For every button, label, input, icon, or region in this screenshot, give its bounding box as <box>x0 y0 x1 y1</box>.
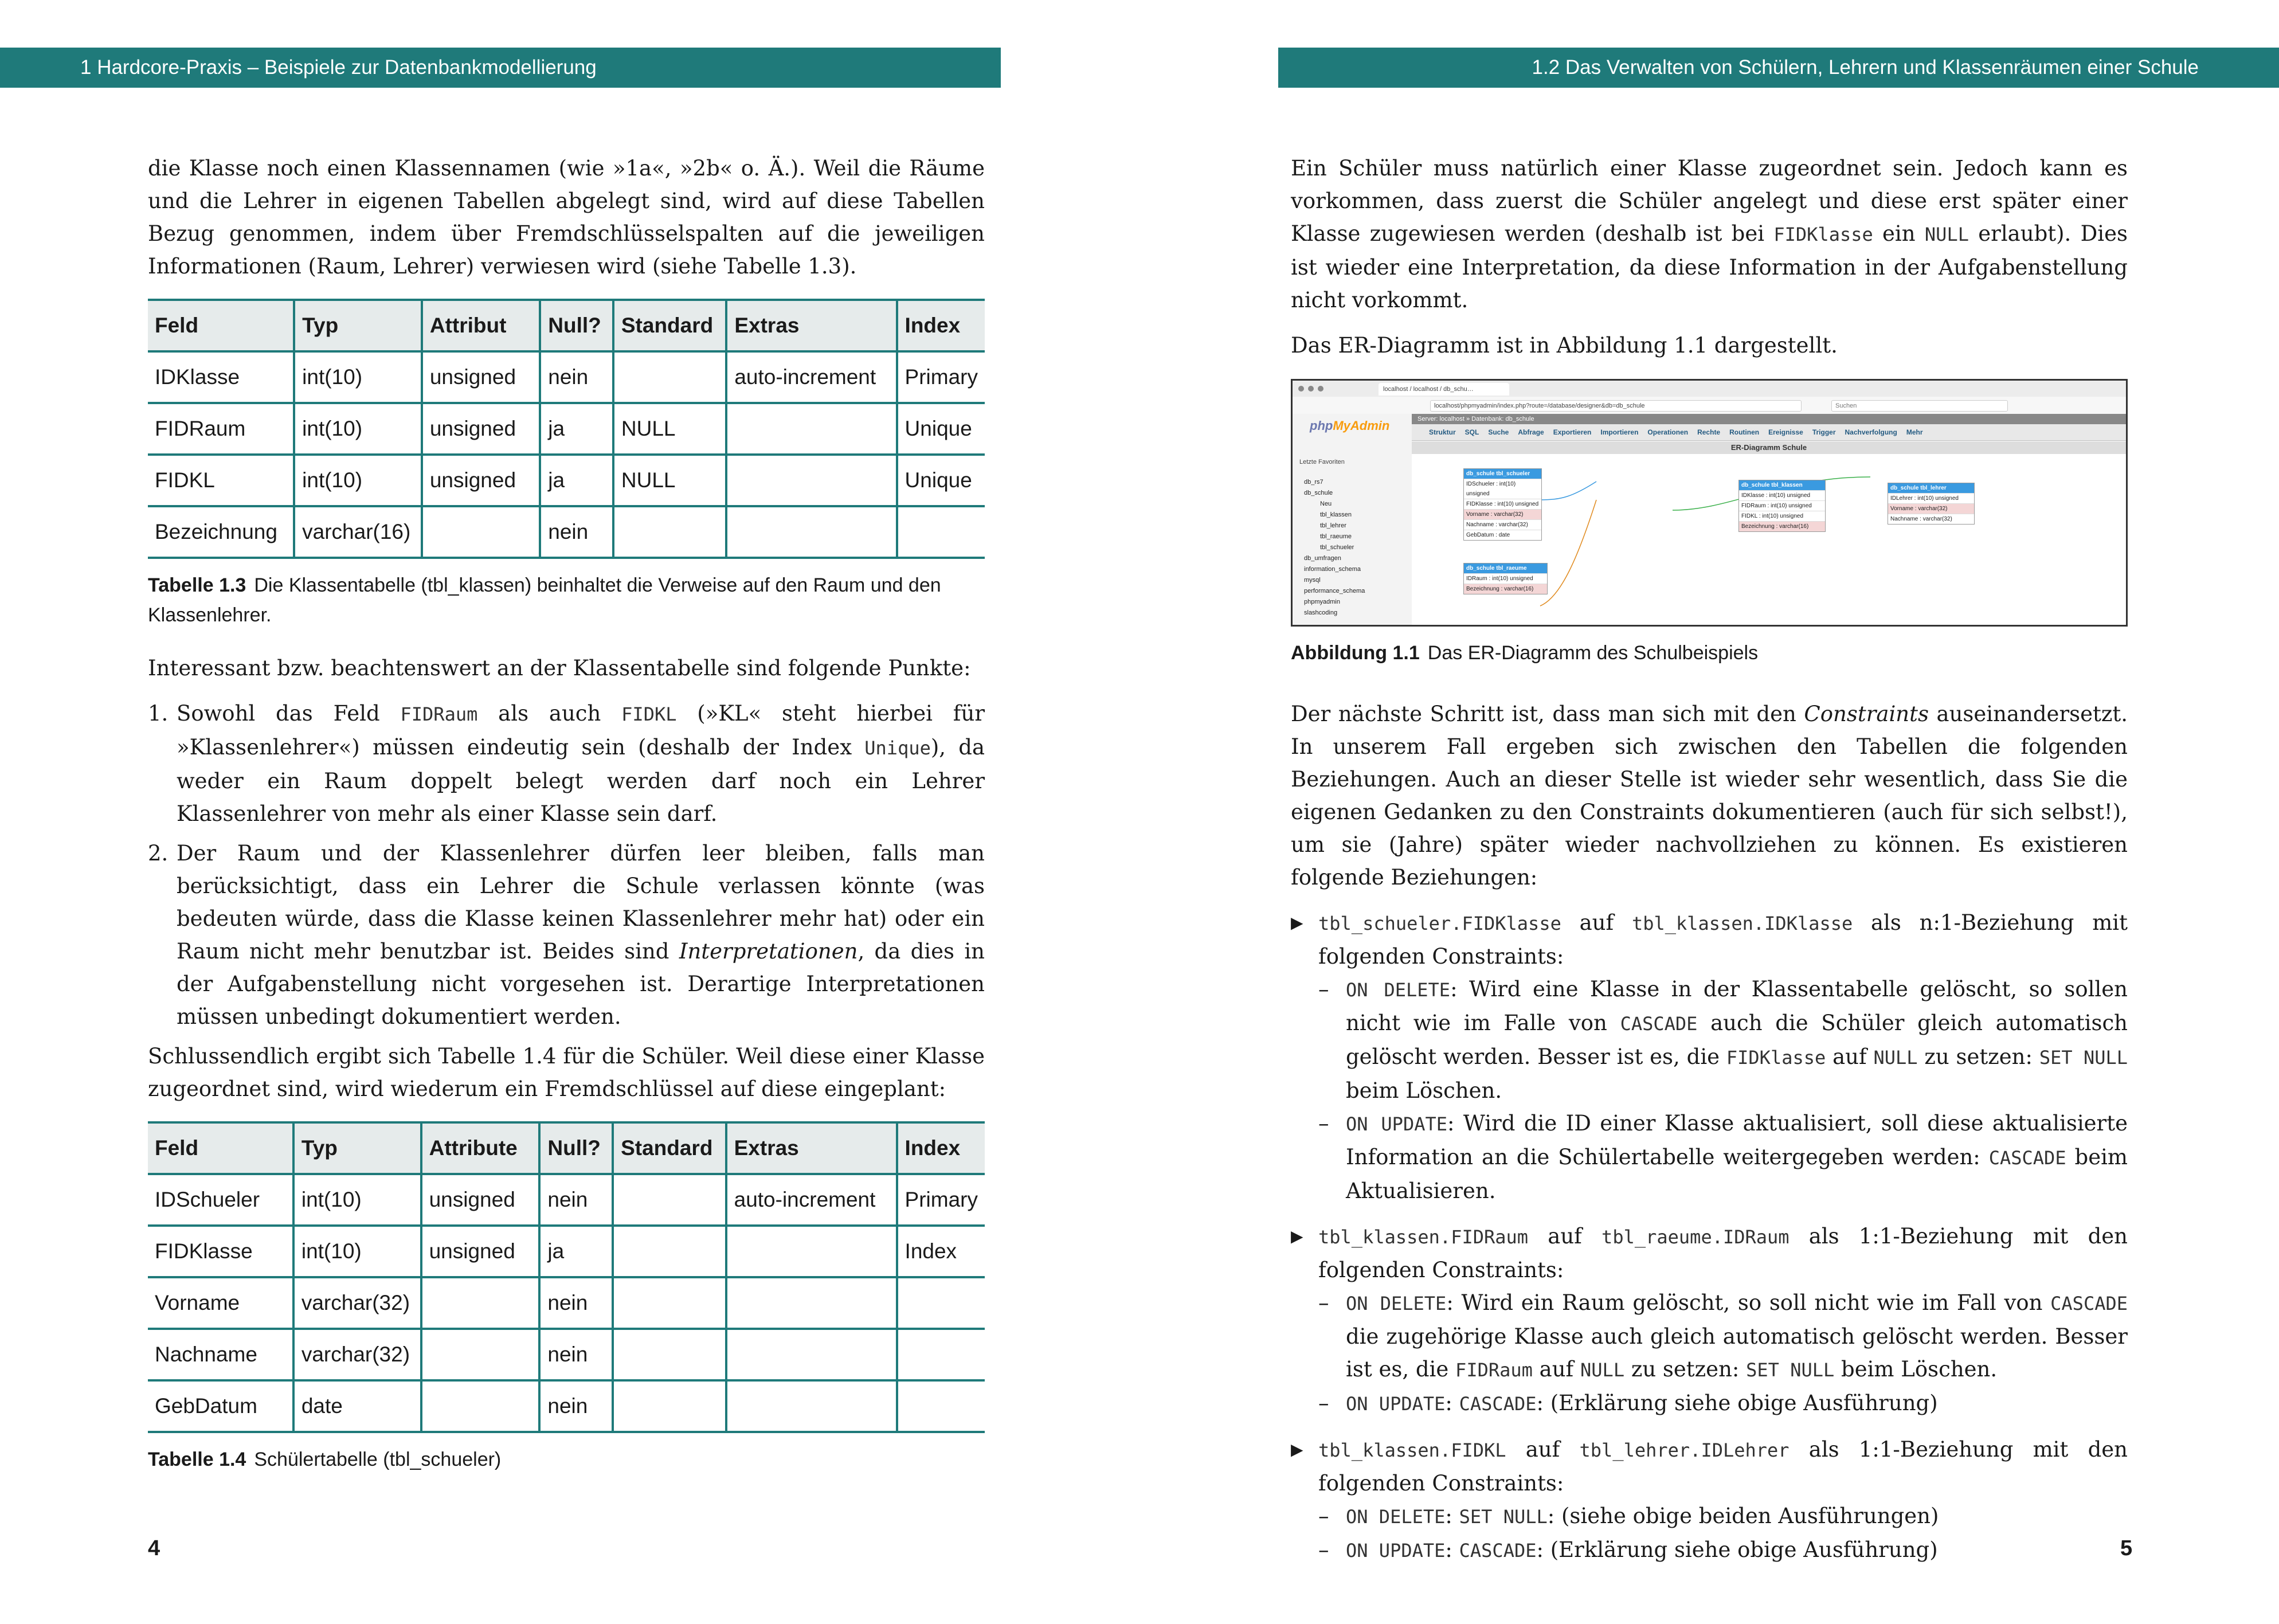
table-cell <box>726 403 896 455</box>
er-field: Nachname : varchar(32) <box>1464 519 1541 530</box>
table-cell <box>613 1380 726 1432</box>
code-ref: tbl_raeume.IDRaum <box>1601 1226 1789 1248</box>
table-header-row <box>148 300 985 351</box>
column-header: Feld <box>148 300 294 351</box>
table-cell: nein <box>540 506 613 558</box>
item-number: 1. <box>148 701 169 726</box>
table-cell: int(10) <box>294 455 422 506</box>
table-cell <box>422 506 540 558</box>
table-cell: Vorname <box>148 1277 293 1329</box>
table-row <box>148 1329 985 1380</box>
running-header <box>0 48 1001 88</box>
menu-item: Abfrage <box>1518 428 1544 436</box>
table-cell: unsigned <box>421 1174 540 1226</box>
table-cell: auto-increment <box>726 351 896 403</box>
text-run: auf <box>1561 910 1632 935</box>
text-run: : <box>1445 1504 1459 1528</box>
er-table-title: db_schule tbl_klassen <box>1739 480 1825 490</box>
code-ref: FIDRaum <box>1455 1359 1533 1381</box>
er-field: Bezeichnung : varchar(16) <box>1739 521 1825 531</box>
table-caption <box>148 1445 985 1474</box>
tree-item: information_schema <box>1304 566 1361 573</box>
er-table-schueler <box>1463 468 1542 541</box>
running-header <box>1278 48 2279 88</box>
table-cell: NULL <box>613 403 726 455</box>
relation-item <box>1291 1433 2128 1567</box>
text-run: : Wird die ID einer Klasse aktualisiert, soll diese aktualisierte Information an die Schülertabelle weitergegeben werden: <box>1346 1111 2128 1169</box>
er-field: IDKlasse : int(10) unsigned <box>1739 490 1825 500</box>
browser-url-bar <box>1293 397 2126 414</box>
table-cell: IDKlasse <box>148 351 294 403</box>
text-run: Der Raum und der Klassenlehrer dürfen leer bleiben, falls man berücksichtigt, dass ein Lehrer die Schule verlassen könnte (was bedeuten würde, dass die Klasse keinen Klassenlehrer mehr hat) oder ein Raum nicht mehr benutzbar ist. Beides sind <box>177 841 985 964</box>
tree-item: mysql <box>1304 577 1321 584</box>
browser-tab-bar <box>1293 381 2126 397</box>
text-run: als auch <box>477 701 622 726</box>
table-cell <box>613 1329 726 1380</box>
text-run: ein <box>1873 221 1925 246</box>
table-cell: int(10) <box>293 1174 421 1226</box>
right-column <box>1291 152 2128 1580</box>
caption-label: Tabelle 1.4 <box>148 1449 246 1470</box>
code-ref: tbl_klassen.IDKlasse <box>1631 913 1853 934</box>
table-cell: NULL <box>613 455 726 506</box>
table-cell <box>726 1226 897 1277</box>
text-run: auf <box>1506 1437 1580 1462</box>
page-number: 5 <box>2120 1536 2133 1560</box>
column-header: Null? <box>539 1122 613 1174</box>
table-cell <box>613 1226 726 1277</box>
caption-text: Das ER-Diagramm des Schulbeispiels <box>1427 642 1759 664</box>
table-cell <box>897 1380 985 1432</box>
tree-item: Neu <box>1320 500 1332 507</box>
table-cell <box>726 1277 897 1329</box>
table-cell <box>897 506 985 558</box>
tree-item: db_rs7 <box>1304 479 1323 486</box>
dash-bullet: – <box>1318 977 1329 1001</box>
caption-label: Tabelle 1.3 <box>148 574 246 596</box>
code-ref: SET NULL <box>2039 1047 2128 1069</box>
table-cell: unsigned <box>422 403 540 455</box>
table-cell: varchar(16) <box>294 506 422 558</box>
code-fidkl: FIDKL <box>621 703 677 725</box>
emphasis: Constraints <box>1804 702 1929 726</box>
code-ref: ON UPDATE <box>1346 1540 1446 1562</box>
code-ref: tbl_lehrer.IDLehrer <box>1579 1439 1789 1461</box>
points-intro: Interessant bzw. beachtenswert an der Klassentabelle sind folgende Punkte: <box>148 656 971 680</box>
table-cell: ja <box>539 1226 613 1277</box>
dash-bullet: – <box>1318 1537 1329 1562</box>
column-header: Feld <box>148 1122 293 1174</box>
text-run: : <box>1445 1391 1459 1415</box>
database-tree <box>1304 477 1365 619</box>
table-cell <box>421 1277 540 1329</box>
left-column <box>148 152 985 1474</box>
list-item <box>148 837 985 1033</box>
constraint-item <box>1318 1387 2128 1420</box>
code-ref: tbl_klassen.FIDKL <box>1318 1439 1506 1461</box>
bullet-triangle-icon: ▶ <box>1291 913 1303 932</box>
er-table-title: db_schule tbl_lehrer <box>1888 483 1974 493</box>
table-cell <box>726 506 896 558</box>
menu-item: Struktur <box>1429 428 1456 436</box>
close-dot-icon <box>1298 386 1304 392</box>
tree-item: performance_schema <box>1304 588 1365 594</box>
code-ref: CASCADE <box>1988 1147 2066 1169</box>
text-run: : (Erklärung siehe obige Ausführung) <box>1536 1391 1938 1415</box>
er-table-lehrer <box>1888 483 1975 525</box>
table-cell: GebDatum <box>148 1380 293 1432</box>
table-cell: date <box>293 1380 421 1432</box>
code-fidklasse: FIDKlasse <box>1773 224 1873 245</box>
table-cell: Unique <box>897 403 985 455</box>
text-run: zu setzen: <box>1917 1044 2039 1069</box>
dash-bullet: – <box>1318 1391 1329 1415</box>
right-page <box>1140 0 2279 1624</box>
menu-item: Importieren <box>1600 428 1639 436</box>
tree-item: db_umfragen <box>1304 555 1341 562</box>
code-ref: ON UPDATE <box>1346 1393 1446 1415</box>
table-cell: ja <box>540 455 613 506</box>
text-run: : Wird eine Klasse in der Klassentabelle gelöscht, so sollen nicht wie im Falle von <box>1346 977 2128 1035</box>
table-cell: Nachname <box>148 1329 293 1380</box>
text-run: zu setzen: <box>1624 1357 1747 1382</box>
tree-item: phpmyadmin <box>1304 598 1340 605</box>
constraint-item <box>1318 1286 2128 1387</box>
column-header: Extras <box>726 300 896 351</box>
table-cell <box>613 1277 726 1329</box>
constraint-item <box>1318 1500 2128 1533</box>
text-run: erlaubt). Dies ist wieder eine Interpretation, da diese Information in der Aufgabenstellung nicht vorkommt. <box>1291 221 2128 312</box>
column-header: Standard <box>613 1122 726 1174</box>
table-cell: int(10) <box>294 403 422 455</box>
text-run: : Wird ein Raum gelöscht, so soll nicht wie im Fall von <box>1446 1290 2051 1315</box>
relation-item <box>1291 906 2128 1207</box>
browser-tab: localhost / localhost / db_schu… <box>1379 383 1509 396</box>
figure-caption <box>1291 638 2128 668</box>
table-row <box>148 351 985 403</box>
table-cell: Primary <box>897 1174 985 1226</box>
table-cell <box>726 1380 897 1432</box>
er-diagram-title: ER-Diagramm Schule <box>1412 441 2126 454</box>
table-row <box>148 1380 985 1432</box>
header-text: 1.2 Das Verwalten von Schülern, Lehrern und Klassenräumen einer Schule <box>1532 56 2199 79</box>
pma-sidebar <box>1293 414 1412 625</box>
table-cell: nein <box>539 1277 613 1329</box>
bullet-triangle-icon: ▶ <box>1291 1440 1303 1459</box>
table-cell <box>613 351 726 403</box>
relations-list <box>1291 906 2128 1567</box>
text-run: auch die Schüler gleich automatisch gelöscht werden. Besser ist es, die <box>1346 1011 2128 1069</box>
menu-item: Mehr <box>1906 428 1923 436</box>
menu-item: Routinen <box>1729 428 1760 436</box>
code-ref: SET NULL <box>1746 1359 1835 1381</box>
relation-item <box>1291 1220 2128 1420</box>
paragraph: Das ER-Diagramm ist in Abbildung 1.1 dargestellt. <box>1291 333 1838 358</box>
column-header: Attribute <box>421 1122 540 1174</box>
logo-text: php <box>1310 418 1333 433</box>
text-run: : (Erklärung siehe obige Ausführung) <box>1536 1537 1938 1562</box>
table-cell: varchar(32) <box>293 1329 421 1380</box>
table-cell <box>726 455 896 506</box>
text-run: , da dies in der Aufgabenstellung nicht vorgesehen ist. Derartige Interpretationen müssen unbedingt dokumentiert werden. <box>177 939 985 1029</box>
column-header: Index <box>897 1122 985 1174</box>
table-row <box>148 506 985 558</box>
code-null: NULL <box>1924 224 1969 245</box>
code-ref: CASCADE <box>1459 1540 1537 1562</box>
constraint-item <box>1318 973 2128 1107</box>
table-cell: unsigned <box>422 455 540 506</box>
er-field: Vorname : varchar(32) <box>1464 509 1541 519</box>
er-field: IDSchueler : int(10) unsigned <box>1464 479 1541 499</box>
table-cell: FIDRaum <box>148 403 294 455</box>
table-cell: varchar(32) <box>293 1277 421 1329</box>
text-run: beim Löschen. <box>1346 1078 1502 1103</box>
table-cell <box>421 1380 540 1432</box>
er-field: Bezeichnung : varchar(16) <box>1464 584 1547 594</box>
table-1-4 <box>148 1121 985 1433</box>
table-cell: Bezeichnung <box>148 506 294 558</box>
menu-item: Exportieren <box>1553 428 1592 436</box>
table-cell: int(10) <box>294 351 422 403</box>
caption-text: Die Klassentabelle (tbl_klassen) beinhaltet die Verweise auf den Raum und den Klassenlehrer. <box>148 574 941 626</box>
er-diagram-screenshot <box>1291 379 2128 627</box>
constraint-item <box>1318 1107 2128 1207</box>
zoom-dot-icon <box>1318 386 1323 392</box>
code-ref: CASCADE <box>1620 1013 1698 1035</box>
table-cell: FIDKL <box>148 455 294 506</box>
text-run: als 1:1-Beziehung mit den folgenden Constraints: <box>1318 1224 2128 1282</box>
code-ref: ON DELETE <box>1346 1506 1446 1528</box>
dash-bullet: – <box>1318 1290 1329 1315</box>
tree-item: tbl_raeume <box>1320 533 1352 540</box>
text-run: Sowohl das Feld <box>177 701 401 726</box>
code-ref: ON DELETE <box>1346 979 1451 1001</box>
table-cell <box>726 1329 897 1380</box>
paragraph <box>1291 152 2128 316</box>
er-table-title: db_schule tbl_schueler <box>1464 469 1541 479</box>
er-field: GebDatum : date <box>1464 530 1541 540</box>
text-run: (»KL« steht hierbei für »Klassenlehrer«) müssen eindeutig sein (deshalb der Index <box>177 701 985 760</box>
text-run: auseinandersetzt. In unserem Fall ergeben sich zwischen den Tabellen die folgenden Beziehungen. Auch an dieser Stelle ist wieder sehr wesentlich, dass Sie die eigenen Gedanken zu den Constraints dokumentieren (auch für sich selbst!), um sie (Jahre) später wieder nachvollziehen zu können. Es existieren folgende Beziehungen: <box>1291 702 2128 890</box>
table-cell: nein <box>540 351 613 403</box>
logo-text: MyAdmin <box>1333 418 1390 433</box>
column-header: Index <box>897 300 985 351</box>
dash-bullet: – <box>1318 1111 1329 1136</box>
intro-paragraph: die Klasse noch einen Klassennamen (wie »1a«, »2b« o. Ä.). Weil die Räume und die Lehrer in eigenen Tabellen abgelegt sind, wird auf diese Tabellen Bezug genommen, indem über Fremdschlüsselspalten auf die jeweiligen Informationen (Raum, Lehrer) verwiesen wird (siehe Tabelle 1.3). <box>148 156 985 279</box>
er-field: FIDKL : int(10) unsigned <box>1739 511 1825 521</box>
code-ref: FIDKlasse <box>1726 1047 1826 1069</box>
table-cell: auto-increment <box>726 1174 897 1226</box>
text-run: : (siehe obige beiden Ausführungen) <box>1547 1504 1939 1528</box>
sidebar-tabs: Letzte Favoriten <box>1299 459 1345 465</box>
text-run: beim Löschen. <box>1834 1357 1998 1382</box>
table-cell: unsigned <box>421 1226 540 1277</box>
text-run: als 1:1-Beziehung mit den folgenden Constraints: <box>1318 1437 2128 1496</box>
constraint-list <box>1318 1500 2128 1567</box>
phpmyadmin-logo <box>1310 418 1389 433</box>
er-field: IDLehrer : int(10) unsigned <box>1888 493 1974 503</box>
text-run: die zugehörige Klasse auch gleich automatisch gelöscht werden. Besser ist es, die <box>1346 1324 2128 1382</box>
text-run: beim Aktualisieren. <box>1346 1145 2128 1203</box>
er-field: IDRaum : int(10) unsigned <box>1464 573 1547 584</box>
table-cell: Primary <box>897 351 985 403</box>
er-table-title: db_schule tbl_raeume <box>1464 563 1547 573</box>
column-header: Attribut <box>422 300 540 351</box>
list-item <box>148 697 985 830</box>
code-fidraum: FIDRaum <box>400 703 478 725</box>
table-cell: nein <box>539 1329 613 1380</box>
menu-item: Rechte <box>1697 428 1721 436</box>
emphasis: Interpretationen <box>679 939 858 964</box>
menu-item: Trigger <box>1812 428 1836 436</box>
menu-item: Operationen <box>1647 428 1689 436</box>
code-ref: NULL <box>1873 1047 1918 1069</box>
table-cell: int(10) <box>293 1226 421 1277</box>
constraint-item <box>1318 1533 2128 1567</box>
caption-text: Schülertabelle (tbl_schueler) <box>254 1449 502 1470</box>
menu-item: Suche <box>1488 428 1509 436</box>
table-row <box>148 1226 985 1277</box>
constraint-list <box>1318 973 2128 1207</box>
table-cell: IDSchueler <box>148 1174 293 1226</box>
table-cell: ja <box>540 403 613 455</box>
column-header: Standard <box>613 300 726 351</box>
paragraph <box>1291 698 2128 894</box>
table-cell <box>897 1329 985 1380</box>
table-cell: Index <box>897 1226 985 1277</box>
table-cell: nein <box>539 1380 613 1432</box>
table-header-row <box>148 1122 985 1174</box>
tree-item: slashcoding <box>1304 609 1338 616</box>
er-field: Nachname : varchar(32) <box>1888 514 1974 524</box>
code-ref: tbl_schueler.FIDKlasse <box>1318 913 1561 934</box>
bullet-triangle-icon: ▶ <box>1291 1227 1303 1246</box>
caption-label: Abbildung 1.1 <box>1291 642 1420 664</box>
table-cell <box>897 1277 985 1329</box>
dash-bullet: – <box>1318 1504 1329 1528</box>
column-header: Typ <box>293 1122 421 1174</box>
menu-item: Ereignisse <box>1768 428 1803 436</box>
text-run: auf <box>1532 1357 1581 1382</box>
code-ref: ON UPDATE <box>1346 1113 1448 1135</box>
table-cell <box>421 1329 540 1380</box>
er-table-raeume <box>1463 563 1548 594</box>
text-run: : <box>1445 1537 1459 1562</box>
address-field: localhost/phpmyadmin/index.php?route=/database/designer&db=db_schule <box>1430 400 1802 412</box>
tree-item: db_schule <box>1304 490 1333 496</box>
table-cell: FIDKlasse <box>148 1226 293 1277</box>
table-cell <box>613 1174 726 1226</box>
code-unique: Unique <box>864 737 931 759</box>
text-run: als n:1-Beziehung mit folgenden Constraints: <box>1318 910 2128 969</box>
table-cell: nein <box>539 1174 613 1226</box>
header-text: 1 Hardcore-Praxis – Beispiele zur Datenbankmodellierung <box>80 56 597 79</box>
table-cell: unsigned <box>422 351 540 403</box>
menu-item: Nachverfolgung <box>1845 428 1897 436</box>
text-run: Der nächste Schritt ist, dass man sich mit den <box>1291 702 1804 726</box>
constraint-list <box>1318 1286 2128 1420</box>
text-run: auf <box>1528 1224 1602 1249</box>
pma-main <box>1412 414 2126 625</box>
text-run: Ein Schüler muss natürlich einer Klasse zugeordnet sein. Jedoch kann es vorkommen, dass zuerst die Schüler angelegt und diese erst später einer Klasse zugewiesen werden (deshalb ist bei <box>1291 156 2128 246</box>
table-cell: Unique <box>897 455 985 506</box>
table-row <box>148 1174 985 1226</box>
tree-item: tbl_schueler <box>1320 544 1354 551</box>
search-field: Suchen <box>1831 400 2008 412</box>
window-controls <box>1298 386 1323 392</box>
outro-paragraph: Schlussendlich ergibt sich Tabelle 1.4 für die Schüler. Weil diese einer Klasse zugeordnet sind, wird wiederum ein Fremdschlüssel auf diese eingeplant: <box>148 1044 985 1101</box>
item-number: 2. <box>148 841 169 866</box>
code-ref: ON DELETE <box>1346 1293 1447 1314</box>
er-field: FIDKlasse : int(10) unsigned <box>1464 499 1541 509</box>
column-header: Null? <box>540 300 613 351</box>
text-run: ), da weder ein Raum doppelt belegt werden darf noch ein Lehrer Klassenlehrer von mehr als einer Klasse sein darf. <box>177 735 985 826</box>
numbered-list <box>148 697 985 1033</box>
er-table-klassen <box>1738 480 1826 532</box>
table-1-3 <box>148 299 985 559</box>
code-ref: CASCADE <box>2050 1293 2128 1314</box>
text-run: auf <box>1826 1044 1874 1069</box>
code-ref: SET NULL <box>1459 1506 1548 1528</box>
page-number: 4 <box>148 1536 160 1560</box>
menu-item: SQL <box>1464 428 1479 436</box>
er-field: FIDRaum : int(10) unsigned <box>1739 500 1825 511</box>
code-ref: tbl_klassen.FIDRaum <box>1318 1226 1529 1248</box>
table-row <box>148 1277 985 1329</box>
column-header: Extras <box>726 1122 897 1174</box>
code-ref: NULL <box>1580 1359 1625 1381</box>
code-ref: CASCADE <box>1459 1393 1537 1415</box>
table-row <box>148 455 985 506</box>
breadcrumb: Server: localhost » Datenbank: db_schule <box>1412 414 2126 424</box>
tree-item: tbl_lehrer <box>1320 522 1346 529</box>
table-row <box>148 403 985 455</box>
tree-item: tbl_klassen <box>1320 511 1352 518</box>
er-field: Vorname : varchar(32) <box>1888 503 1974 514</box>
table-cell <box>613 506 726 558</box>
minimize-dot-icon <box>1308 386 1314 392</box>
table-caption <box>148 570 985 630</box>
column-header: Typ <box>294 300 422 351</box>
